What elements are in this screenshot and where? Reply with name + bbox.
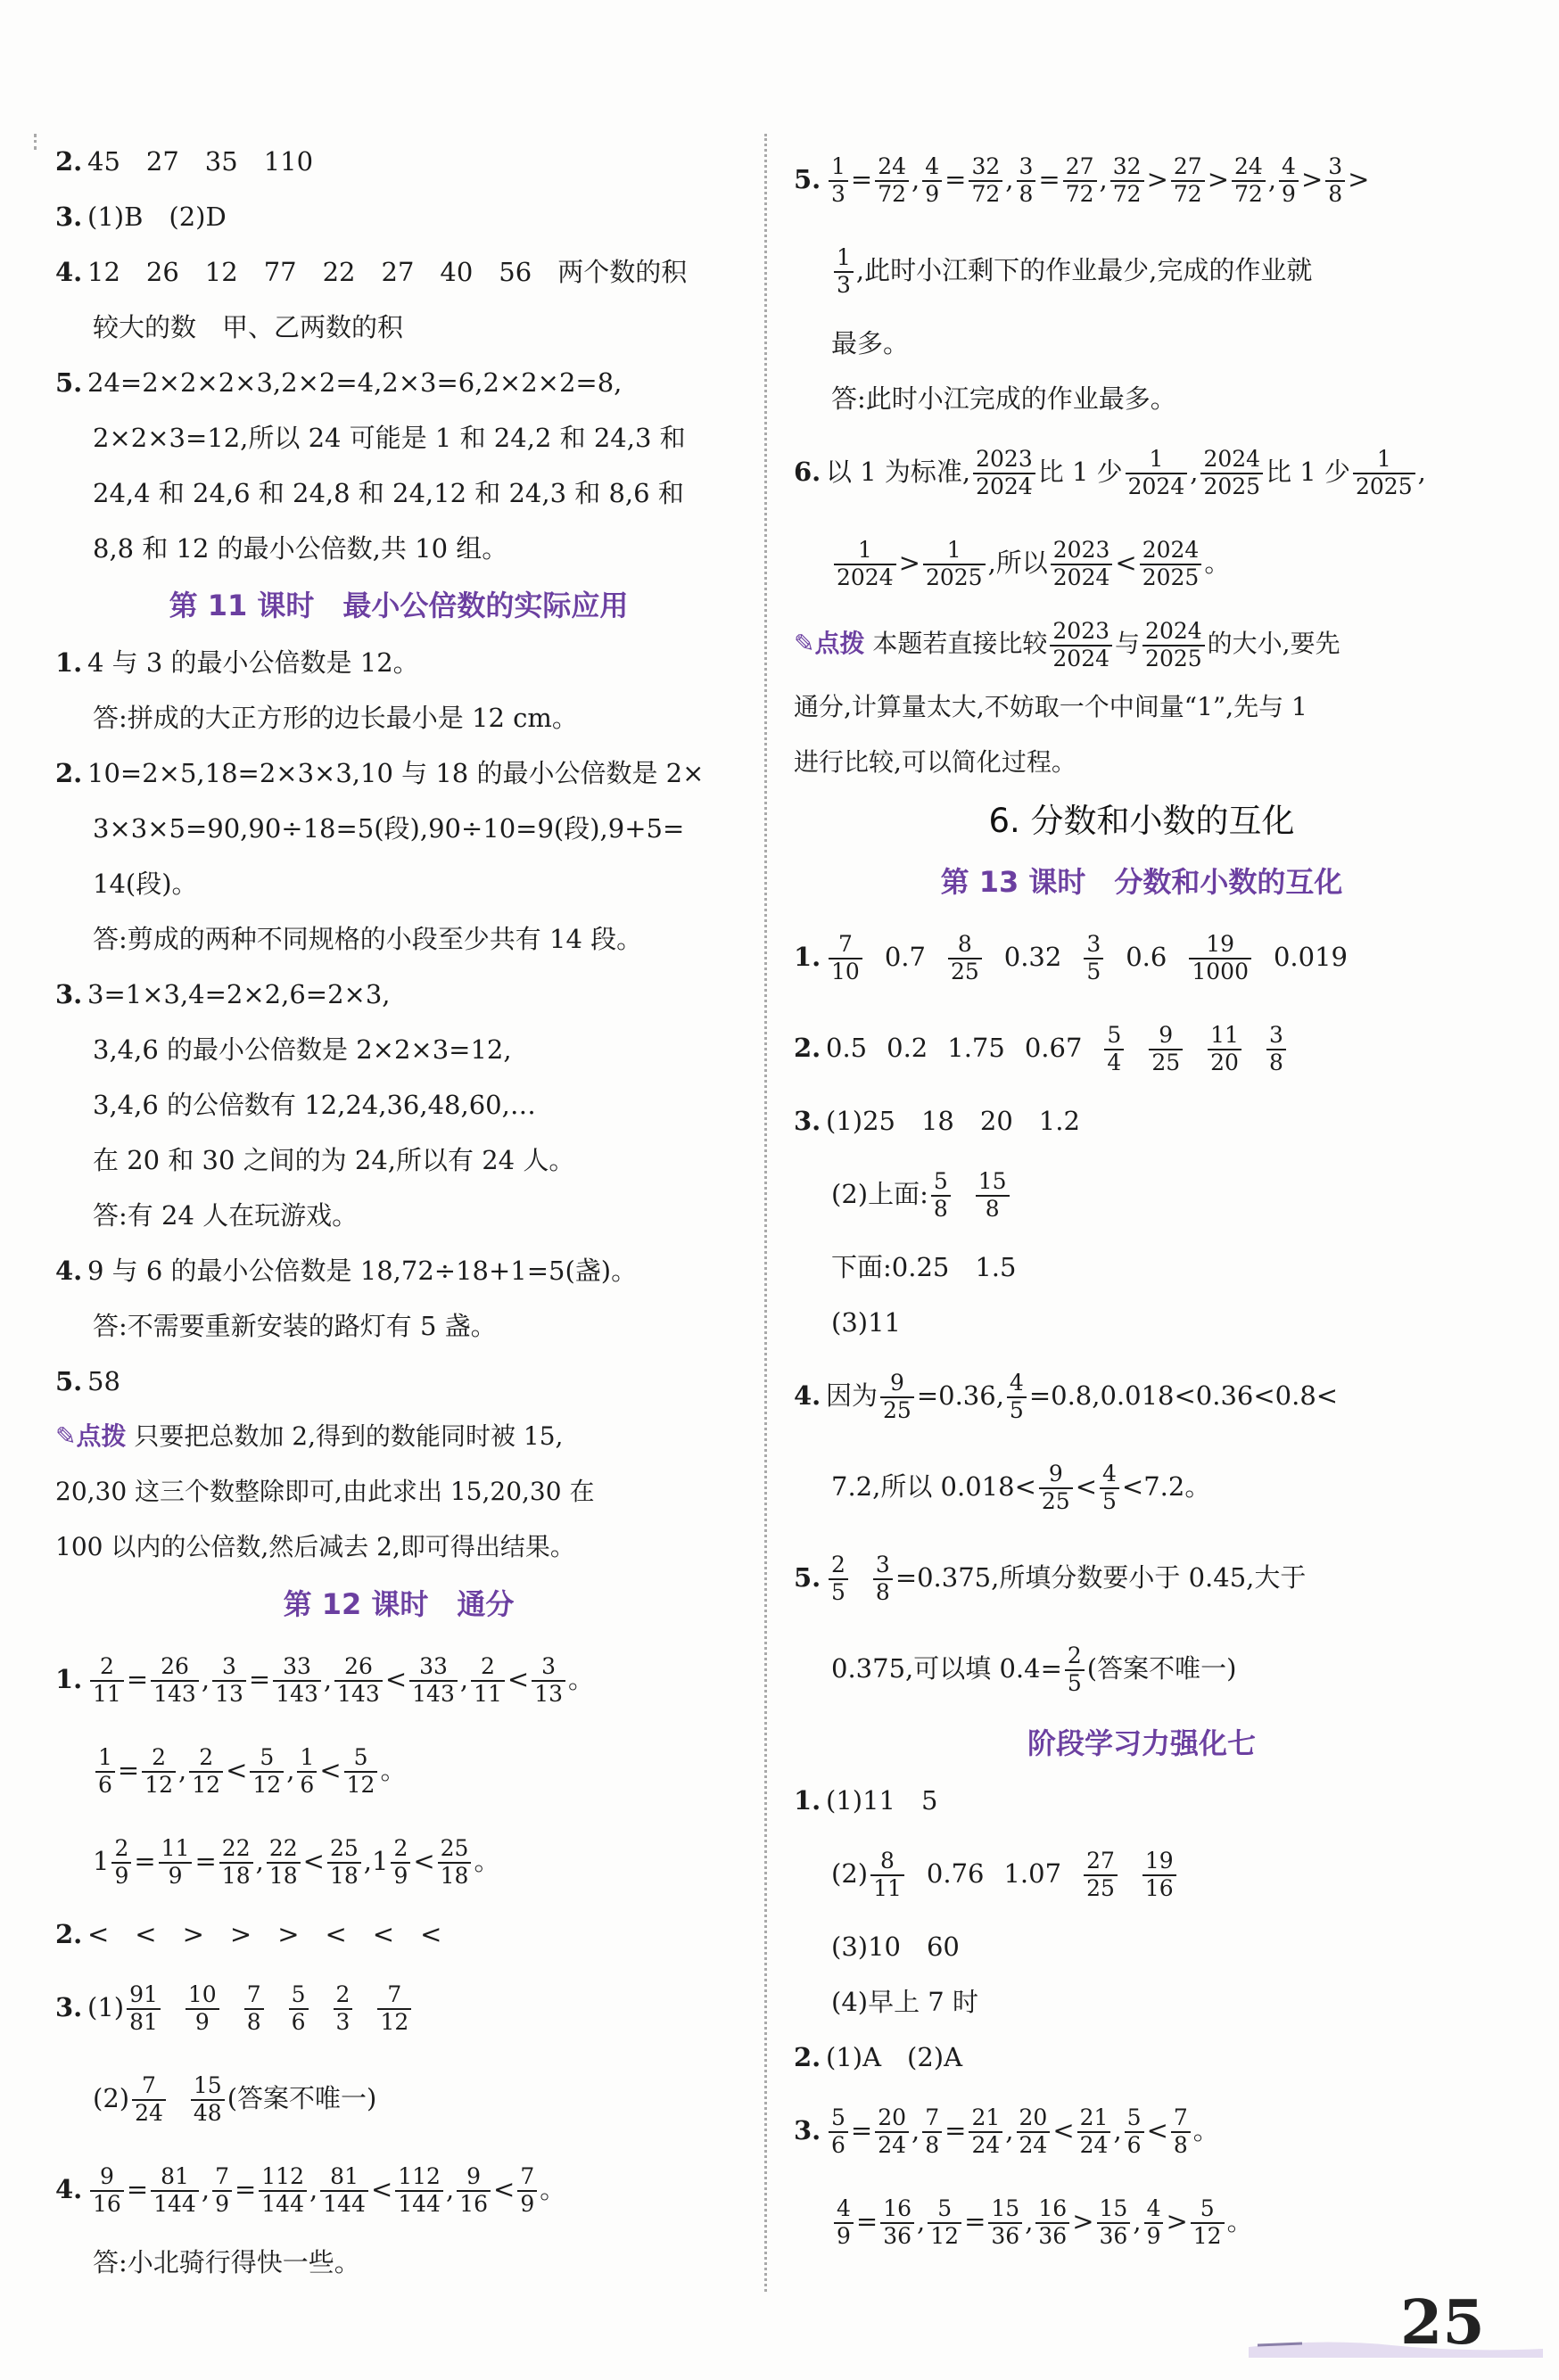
page-number-decoration — [1249, 2335, 1543, 2358]
tip-icon: ✎ — [55, 1421, 77, 1451]
section-6-heading: 6. 分数和小数的互化 — [988, 802, 1295, 840]
left-column: 2. 45 27 35 110 3. (1)B (2)D 4. 12 26 12 77 22 27 40 56 两个数的积 较大的数 甲、乙两数的积 5. 24=2×2×2×3,2×2=4,2×3=6,2×2×2=8, 2×2×3=12,所以 24 可能是 1 和 24,2 和 24,3 和 24,4 和 24,6 和 24,8 和 24,12 和 24,3 和 8,6 和 8,8 和 12 的最小公倍数,共 10 组。 第 11 课时 最小公倍数的实际应用 1. 4 与 3 的最小公倍数是 12。 答:拼成的大正方形的边长最小是 12 cm。 2. 10=2×5,18=2×3×3,10 与 18 的最小公倍数是 2× 3×3×5=90,90÷18=5(段),90÷10=9(段),9+5= 14(段)。 答:剪成的两种不同规格的小段至少共有 14 段。 3. 3=1×3,4=2×2,6=2×3, 3,4,6 的最小公倍数是 2×2×3=12, 3,4,6 的公倍数有 12,24,36,48,60,… 在 20 和 30 之间的为 24,所以有 24 人。 答:有 24 人在玩游戏。 4. 9 与 6 的最小公倍数是 18,72÷18+1=5(盏)。 答:不需要重新安装的路灯有 5 盏。 5. 58 ✎点拨 只要把总数加 2,得到的数能同时被 15, 20,30 这三个数整除即可,由此求出 15,20,30 在 100 以内的公倍数,然后减去 2,即可得出结果。 第 12 课时 通分 1. $\frac{2}{11}$ = $\frac{26}{143}$ , $\frac{3}{13}$ = $\frac{33}{143}$ , $\frac{26}{143}$ < $\frac{33}{143}$ , $\frac{2}{11}$ < $\frac{3}{13}$ 。 $\frac{1}{6}$ = $\frac{2}{12}$ , $\frac{2}{12}$ < $\frac{5}{12}$ , $\frac{1}{6}$ < $\frac{5}{12}$ 。 1 $\frac{2}{9}$ = $\frac{11}{9}$ = $\frac{22}{18}$ , $\frac{22}{18}$ < $\frac{25}{18}$ ,1 $\frac{2}{9}$ < $\frac{25}{18}$ 。 2. < < > > > < < < 3. (1) $\frac{91}{81}$ $\frac{10}{9}$ $\frac{7}{8}$ $\frac{5}{6}$ $\frac{2}{3}$ $\frac{7}{12}$ (2) $\frac{7}{24}$ $\frac{15}{48}$ (答案不唯一) 4. $\frac{9}{16}$ = $\frac{81}{144}$ , $\frac{7}{9}$ = $\frac{112}{144}$ , $\frac{81}{144}$ < $\frac{112}{144}$ , $\frac{9}{16}$ < $\frac{7}{9}$ 。 答:小北骑行得快一些。 — [55, 134, 742, 2290]
left-margin-dots — [34, 134, 37, 150]
tip-box: ✎点拨 只要把总数加 2,得到的数能同时被 15, 20,30 这三个数整除即可,由此求出 15,20,30 在 100 以内的公倍数,然后减去 2,即可得出结果。 — [55, 1421, 595, 1561]
tip-icon: ✎ — [794, 629, 815, 658]
lesson-12-heading: 第 12 课时 通分 — [283, 1587, 515, 1621]
tip-box-2: ✎点拨 本题若直接比较 $\frac{2023}{2024}$ 与 $\frac{2024}{2025}$ 的大小,要先 通分,计算量太大,不妨取一个中间量“1”,先与 1 进行比较,可以简化过程。 — [794, 617, 1340, 777]
right-column: 5. $\frac{1}{3}$ = $\frac{24}{72}$ , $\frac{4}{9}$ = $\frac{32}{72}$ , $\frac{3}{8}$ = $\frac{27}{72}$ , $\frac{32}{72}$ > $\frac{27}{72}$ > $\frac{24}{72}$ , $\frac{4}{9}$ > $\frac{3}{8}$ > $\frac{1}{3}$ ,此时小江剩下的作业最少,完成的作业就 最多。 答:此时小江完成的作业最多。 6. 以 1 为标准, $\frac{2023}{2024}$ 比 1 少 $\frac{1}{2024}$ , $\frac{2024}{2025}$ 比 1 少 $\frac{1}{2025}$ , $\frac{1}{2024}$ > $\frac{1}{2025}$ ,所以 $\frac{2023}{2024}$ < $\frac{2024}{2025}$ 。 ✎点拨 本题若直接比较 $\frac{2023}{2024}$ 与 $\frac{2024}{2025}$ 的大小,要先 通分,计算量太大,不妨取一个中间量“1”,先与 1 进行比较,可以简化过程。 6. 分数和小数的互化 第 13 课时 分数和小数的互化 1. $\frac{7}{10}$ 0.7 $\frac{8}{25}$ 0.32 $\frac{3}{5}$ 0.6 $\frac{19}{1000}$ 0.019 2. 0.5 0.2 1.75 0.67 $\frac{5}{4}$ $\frac{9}{25}$ $\frac{11}{20}$ $\frac{3}{8}$ 3. (1)25 18 20 1.2 (2)上面: $\frac{5}{8}$ $\frac{15}{8}$ 下面:0.25 1.5 (3)11 4. 因为 $\frac{9}{25}$ =0.36, $\frac{4}{5}$ =0.8,0.018<0.36<0.8< 7.2,所以 0.018< $\frac{9}{25}$ < $\frac{4}{5}$ <7.2。 5. $\frac{2}{5}$ $\frac{3}{8}$ =0.375,所填分数要小于 0.45,大于 0.375,可以填 0.4= $\frac{2}{5}$ (答案不唯一) 阶段学习力强化七 1. (1)11 5 (2) $\frac{8}{11}$ 0.76 1.07 $\frac{27}{25}$ $\frac{19}{16}$ (3)10 60 (4)早上 7 时 2. (1)A (2)A 3. $\frac{5}{6}$ = $\frac{20}{24}$ , $\frac{7}{8}$ = $\frac{21}{24}$ , $\frac{20}{24}$ < $\frac{21}{24}$ , $\frac{5}{6}$ < $\frac{7}{8}$ 。 $\frac{4}{9}$ = $\frac{16}{36}$ , $\frac{5}{12}$ = $\frac{15}{36}$ , $\frac{16}{36}$ > $\frac{15}{36}$ , $\frac{4}{9}$ > $\frac{5}{12}$ 。 — [794, 134, 1489, 2267]
lesson-11-heading: 第 11 课时 最小公倍数的实际应用 — [169, 589, 629, 622]
lesson-13-heading: 第 13 课时 分数和小数的互化 — [940, 865, 1343, 899]
column-divider — [764, 134, 767, 2292]
page-number: 25 — [1400, 2287, 1485, 2359]
stage-7-heading: 阶段学习力强化七 — [1027, 1726, 1256, 1760]
q1-line1: 1. $\frac{2}{11}$ = $\frac{26}{143}$ , $\frac{3}{13}$ = $\frac{33}{143}$ , $\frac{26}{143}$ < $\frac{33}{143}$ , $\frac{2}{11}$ < $\frac{3}{13}$ 。 — [55, 1653, 595, 1707]
